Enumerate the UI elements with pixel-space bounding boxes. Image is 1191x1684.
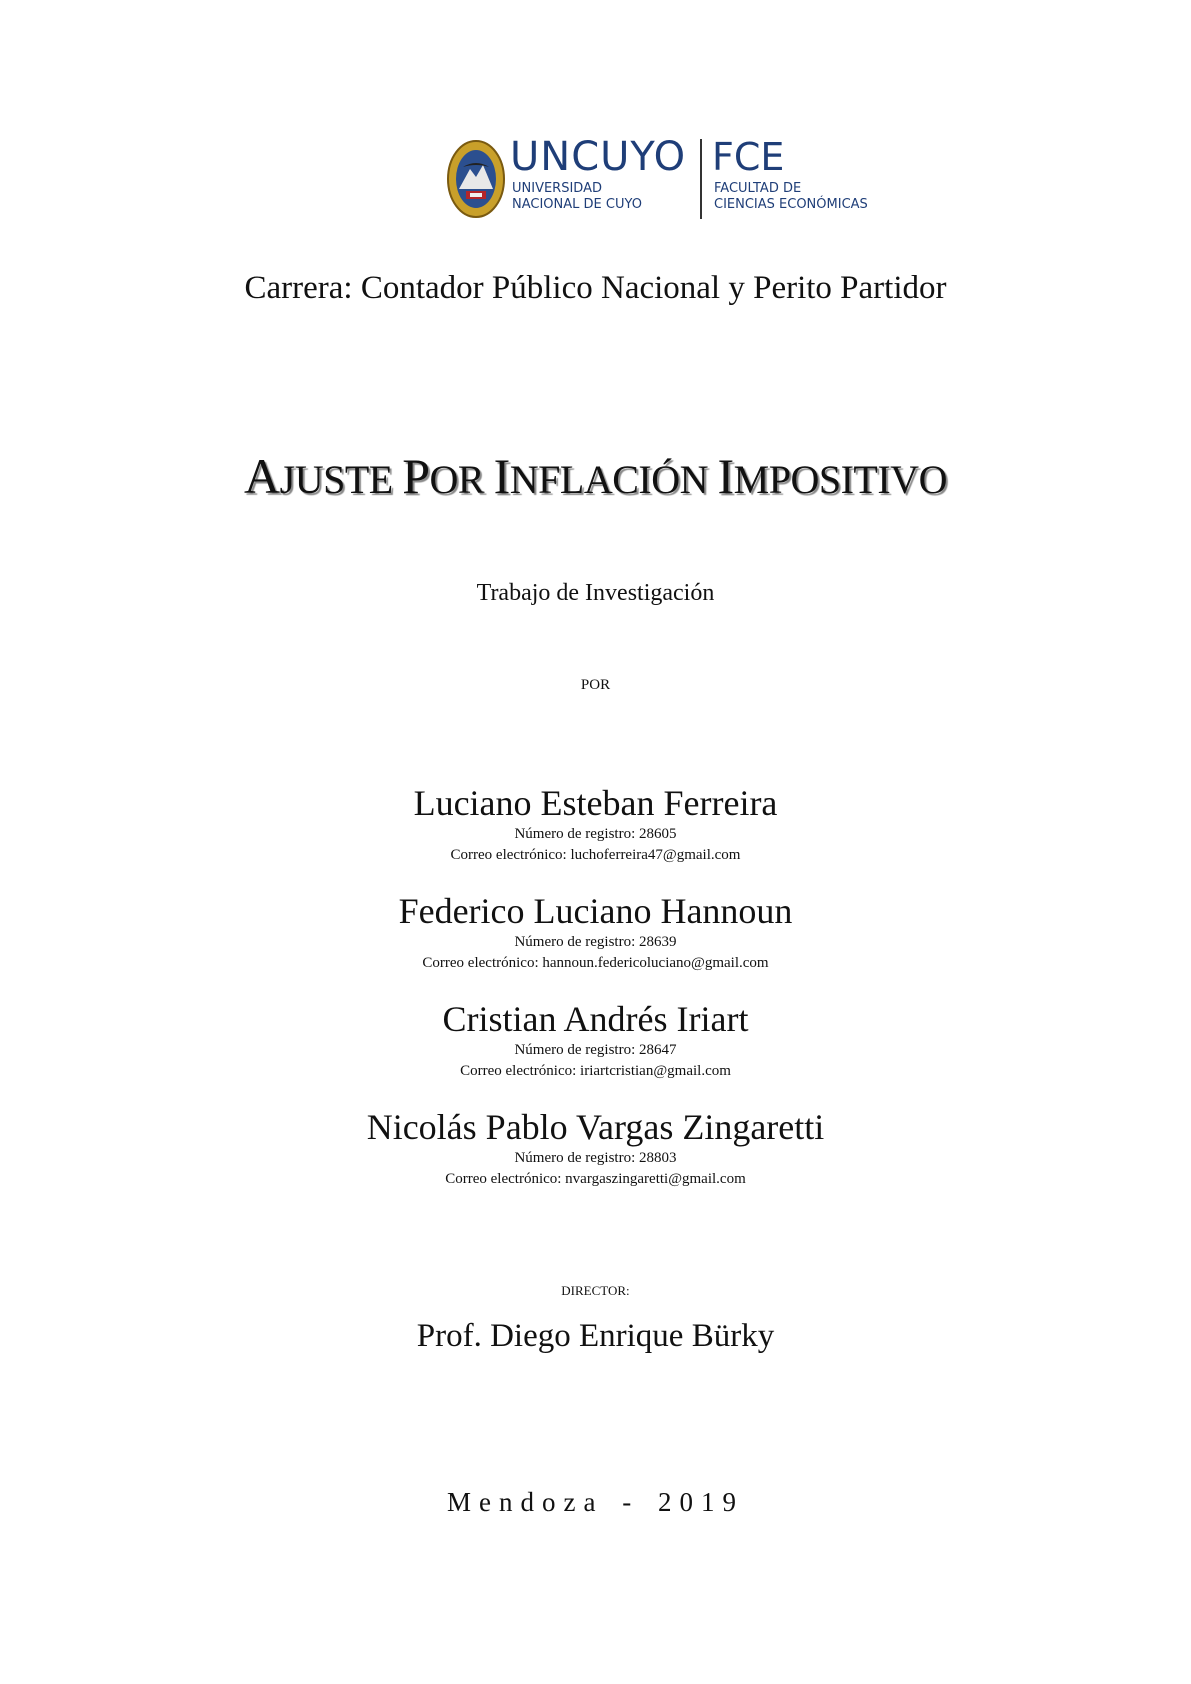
title-word: NFLACIÓN [509,457,718,502]
by-label: POR [580,677,611,693]
title-initial: I [493,448,510,504]
director-label: DIRECTOR: [561,1283,630,1298]
header-logo [446,135,886,225]
author-email: Correo electrónico: iriartcristian@gmail.com [460,1063,731,1079]
title-word: JUSTE [279,457,403,502]
author-name: Federico Luciano Hannoun [398,891,793,931]
director-name: Prof. Diego Enrique Bürky [416,1318,775,1354]
uncuyo-subtitle [512,181,642,213]
author-email: Correo electrónico: nvargaszingaretti@gmail.com [445,1171,746,1187]
fce-subtitle [714,181,868,213]
uncuyo-subtitle-line: NACIONAL DE CUYO [512,197,642,212]
author-name: Nicolás Pablo Vargas Zingaretti [366,1107,825,1147]
title-word: MPOSITIVO [733,457,947,502]
author-registration: Número de registro: 28647 [514,1042,677,1058]
author-registration: Número de registro: 28639 [514,934,677,950]
title-initial: I [717,448,734,504]
title-initial: P [402,448,430,504]
uncuyo-subtitle-line: UNIVERSIDAD [512,181,602,196]
author-email: Correo electrónico: hannoun.federicoluciano@gmail.com [422,955,769,971]
title-word: OR [429,457,494,502]
university-seal-icon [446,139,506,219]
place-and-year: Mendoza - 2019 [447,1487,744,1517]
title-initial: A [244,448,280,504]
author-block [0,998,1191,1082]
document-title [0,448,1191,508]
author-registration: Número de registro: 28605 [514,826,677,842]
author-block [0,1106,1191,1190]
career-line: Carrera: Contador Público Nacional y Perito Partidor [244,270,947,306]
author-name: Luciano Esteban Ferreira [413,783,778,823]
author-registration: Número de registro: 28803 [514,1150,677,1166]
uncuyo-wordmark: UNCUYO [510,134,687,180]
fce-wordmark: FCE [712,135,785,179]
document-type: Trabajo de Investigación [476,580,715,606]
logo-divider [700,139,702,219]
author-name: Cristian Andrés Iriart [442,999,749,1039]
author-email: Correo electrónico: luchoferreira47@gmail.com [450,847,741,863]
fce-subtitle-line: FACULTAD DE [714,181,802,196]
fce-subtitle-line: CIENCIAS ECONÓMICAS [714,197,868,212]
author-block [0,890,1191,974]
author-block [0,782,1191,866]
